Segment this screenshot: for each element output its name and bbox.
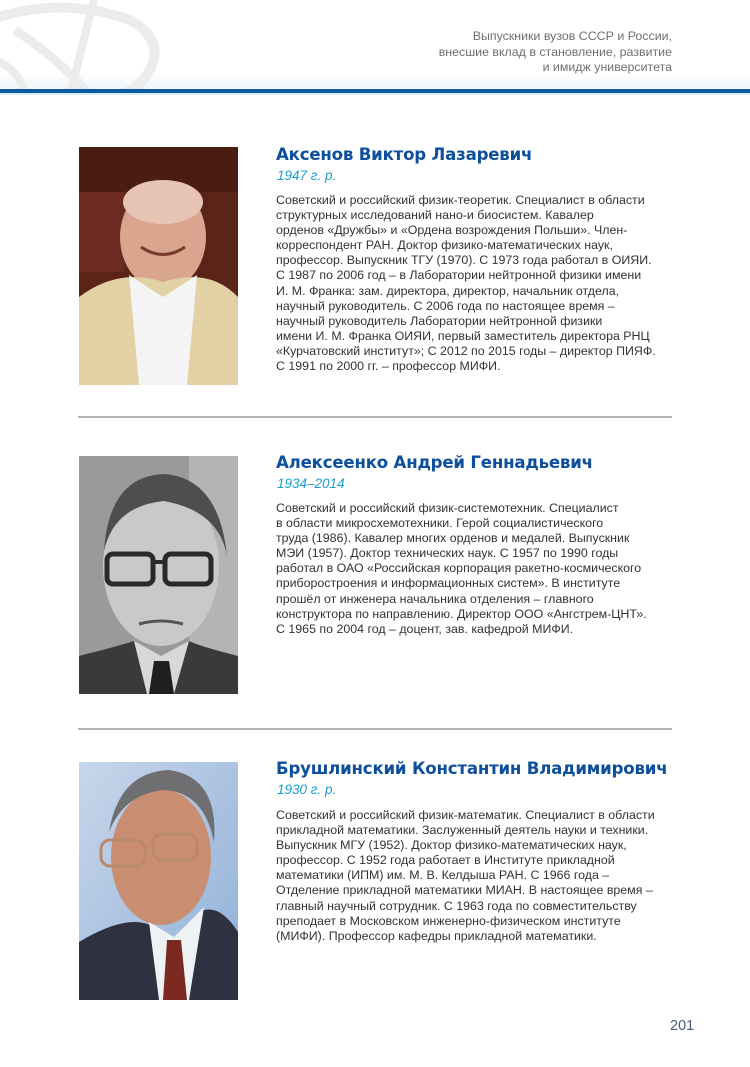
bio-line: С 1987 по 2006 год – в Лаборатории нейтронной физики имени [276,268,642,283]
bio-line: приборостроения и информационных систем». В институте [276,576,621,591]
university-logo-watermark-icon [0,0,170,90]
bio-line: прикладной математики. Заслуженный деятель науки и техники. [276,823,649,838]
bio-line: МЭИ (1957). Доктор технических наук. С 1957 по 1990 годы [276,546,619,561]
bio-line: в области микросхемотехники. Герой социалистического [276,516,604,531]
bio-line: работал в ОАО «Российская корпорация ракетно-космического [276,561,642,576]
header-accent-bar-shadow [0,93,750,95]
page-header [0,0,750,90]
bio-line: прошёл от инженера начальника отделения – главного [276,591,594,606]
bio-line: профессор. С 1952 года работает в Институте прикладной [276,853,615,868]
bio-line: Советский и российский физик-системотехник. Специалист [276,501,619,515]
bio-line: С 1965 по 2004 год – доцент, зав. кафедрой МИФИ. [276,621,574,636]
person-years: 1930 г. р. [277,782,337,797]
bio-line: Отделение прикладной математики МИАН. В настоящее время – [276,883,653,898]
publication-title-line: Выпускники вузов СССР и России, [472,29,672,43]
bio-line: (МИФИ). Профессор кафедры прикладной математики. [276,928,597,943]
bio-line: Советский и российский физик-теоретик. Специалист в области [276,193,645,207]
bio-line: корреспондент РАН. Доктор физико-математических наук, [276,238,613,253]
person-years: 1934–2014 [277,476,345,491]
publication-title-line: внесшие вклад в становление, развитие [438,44,672,59]
person-name: Аксенов Виктор Лазаревич [276,145,533,164]
bio-line: научный руководитель Лаборатории нейтронной физики [276,313,603,328]
bio-line: научный руководитель. С 2006 года по настоящее время – [276,298,615,313]
person-biography [276,193,676,374]
entry-divider [78,728,672,730]
person-name: Брушлинский Константин Владимирович [276,759,668,778]
portrait-photo [79,762,238,1000]
portrait-photo [79,456,238,694]
person-years: 1947 г. р. [277,168,337,183]
person-biography [276,501,676,637]
bio-line: Выпускник МГУ (1952). Доктор физико-математических наук, [276,838,627,853]
bio-line: математики (ИПМ) им. М. В. Келдыша РАН. С 1966 года – [276,868,610,883]
bio-line: конструктора по направлению. Директор ООО «Ангстрем-ЦНТ». [276,606,647,621]
entry-divider [78,416,672,418]
person-biography [276,808,676,944]
portrait-image-icon [79,147,238,385]
person-name: Алексеенко Андрей Геннадьевич [276,453,593,472]
portrait-image-icon [79,762,238,1000]
bio-line: Советский и российский физик-математик. Специалист в области [276,808,655,822]
bio-line: орденов «Дружбы» и «Ордена возрождения Польши». Член- [276,223,628,238]
bio-line: структурных исследований нано-и биосистем. Кавалер [276,208,594,223]
bio-line: С 1991 по 2000 гг. – профессор МИФИ. [276,359,501,374]
publication-title-line: и имидж университета [542,60,672,74]
bio-line: профессор. Выпускник ТГУ (1970). С 1973 года работал в ОИЯИ. [276,253,652,268]
portrait-photo [79,147,238,385]
bio-line: преподает в Московском инженерно-физическом институте [276,913,621,928]
portrait-image-icon [79,456,238,694]
publication-title [439,29,672,76]
bio-line: труда (1986). Кавалер многих орденов и медалей. Выпускник [276,531,630,546]
bio-line: И. М. Франка: зам. директора, директор, начальник отдела, [276,283,620,298]
page-number: 201 [670,1018,695,1034]
bio-line: имени И. М. Франка ОИЯИ, первый заместитель директора РНЦ [276,328,650,343]
bio-line: «Курчатовский институт»; С 2012 по 2015 годы – директор ПИЯФ. [276,343,656,358]
bio-line: главный научный сотрудник. С 1963 года по совместительству [276,898,637,913]
